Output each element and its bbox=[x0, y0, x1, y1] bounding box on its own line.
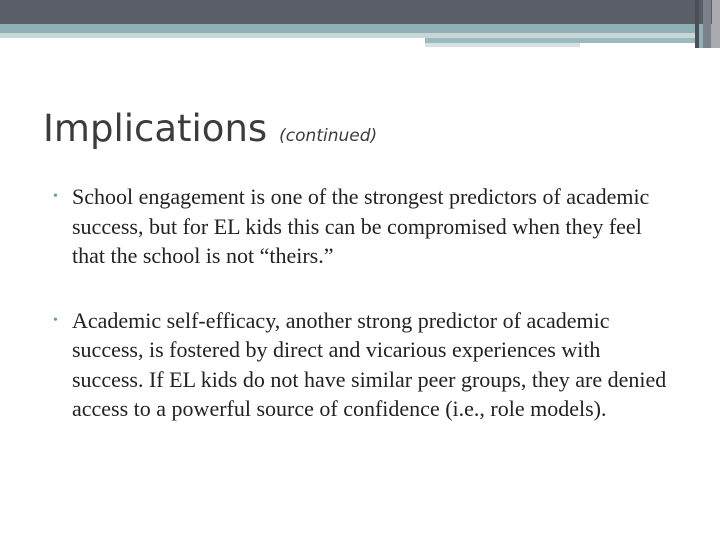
corner-bar bbox=[695, 0, 699, 48]
bullet-icon: • bbox=[53, 189, 58, 204]
title-text: Implications bbox=[43, 107, 268, 150]
top-banner-dark bbox=[0, 0, 720, 24]
bullet-text: Academic self-efficacy, another strong predictor of academic success, is fostered by direct and vicarious experiences with success. If EL kids do not have similar peer groups, they are denied access to a powerful source of confidence (i.e., role models). bbox=[72, 307, 667, 421]
bullet-item bbox=[53, 306, 673, 424]
top-banner-teal bbox=[0, 24, 720, 33]
bullet-text: School engagement is one of the strongest predictors of academic success, but for EL kids this can be compromised when they feel that the school is not “theirs.” bbox=[72, 184, 650, 268]
accent-stripe-thin bbox=[425, 43, 580, 47]
slide-title bbox=[43, 107, 378, 150]
bullet-item bbox=[53, 182, 673, 271]
corner-bar bbox=[712, 0, 720, 48]
corner-bar bbox=[703, 0, 711, 48]
bullet-icon: • bbox=[53, 312, 58, 328]
bullet-list bbox=[53, 182, 673, 424]
title-suffix: (continued) bbox=[279, 126, 378, 146]
